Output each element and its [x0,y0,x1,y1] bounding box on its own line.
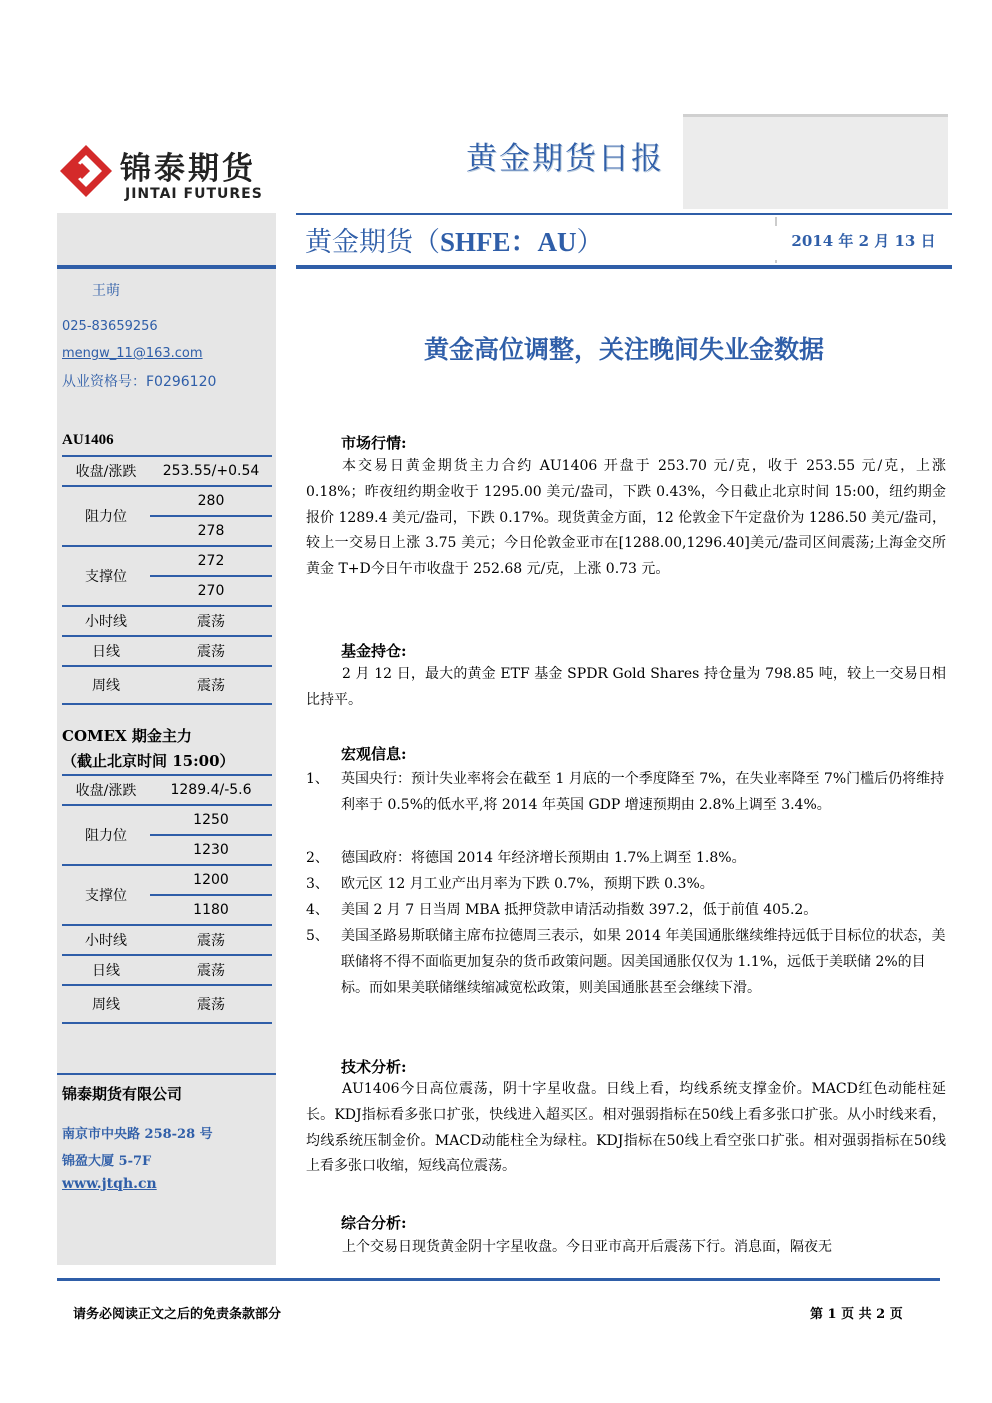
comex-close-value: 1289.4/-5.6 [150,775,272,805]
au-support-2: 270 [150,576,272,606]
au-resistance-label: 阻力位 [62,486,150,546]
au-resistance-2: 278 [150,516,272,546]
au-weekly-value: 震荡 [150,666,272,704]
comex-weekly-label: 周线 [62,985,150,1023]
logo-english: JINTAI FUTURES [125,186,263,202]
company-rule [57,1073,276,1075]
analyst-email-link[interactable]: mengw_11@163.com [62,346,203,361]
analyst-license: 从业资格号：F0296120 [62,374,217,390]
comex-table [62,774,272,1024]
headline: 黄金高位调整，关注晚间失业金数据 [423,335,824,364]
macro-item-4: 4、 美国 2 月 7 日当周 MBA 抵押贷款申请活动指数 397.2，低于前值 405.2。 [306,902,818,918]
comex-table-subtitle: （截止北京时间 15:00） [62,752,235,770]
report-title: 黄金期货日报 [466,141,664,177]
au-close-label: 收盘/涨跌 [62,456,150,486]
company-address-line1: 南京市中央路 258-28 号 [62,1127,213,1142]
company-logo [58,143,114,199]
au-table-title: AU1406 [62,432,114,448]
company-name: 锦泰期货有限公司 [62,1085,183,1103]
title-bar-bottom-rule [296,265,952,269]
au-hourly-label: 小时线 [62,606,150,636]
summary-paragraph: 上个交易日现货黄金阴十字星收盘。今日亚市高开后震荡下行。消息面，隔夜无 [342,1239,832,1255]
au-hourly-value: 震荡 [150,606,272,636]
macro-heading: 宏观信息: [341,745,407,763]
comex-daily-label: 日线 [62,955,150,985]
technical-paragraph: AU1406今日高位震荡，阴十字星收盘。日线上看，均线系统支撑金价。MACD红色动能柱延长。KDJ指标看多张口扩张，快线进入超买区。相对强弱指标在50线上看多张口扩张。从小时线来看，均线系统压制金价。MACD动能柱全为绿柱。KDJ指标在50线上看空张口扩张。相对强弱指标在50线上看多张口收缩，短线高位震荡。 [306,1081,946,1175]
macro-item-3: 3、 欧元区 12 月工业产出月率为下跌 0.7%，预期下跌 0.3%。 [306,876,714,892]
comex-close-label: 收盘/涨跌 [62,775,150,805]
analyst-name: 王萌 [92,283,120,299]
comex-support-label: 支撑位 [62,865,150,925]
au-support-label: 支撑位 [62,546,150,606]
section-title: 黄金期货（SHFE：AU） [305,227,604,258]
comex-hourly-label: 小时线 [62,925,150,955]
au-daily-value: 震荡 [150,636,272,666]
logo-name: 锦泰期货 [120,151,256,187]
comex-resistance-2: 1230 [150,835,272,865]
market-paragraph: 本交易日黄金期货主力合约 AU1406 开盘于 253.70 元/克，收于 253.55 元/克，上涨 0.18%；昨夜纽约期金收于 1295.00 美元/盎司，下跌 0.43%，今日截止北京时间 15:00，纽约期金报价 1289.4 美元/盎司，下跌 0.17%。现货黄金方面，12 伦敦金下午定盘价为 1286.50 美元/盎司，较上一交易日上涨 3.75 美元；今日伦敦金亚市在[1288.00,1296.40]美元/盎司区间震荡;上海金交所黄金 T+D今日午市收盘于 252.68 元/克，上涨 0.73 元。 [306,458,946,578]
title-bar-top-rule [296,213,952,215]
analyst-phone: 025-83659256 [62,319,158,334]
technical-heading: 技术分析: [341,1058,407,1076]
comex-support-1: 1200 [150,865,272,895]
comex-table-title: COMEX 期金主力 [62,727,192,745]
comex-hourly-value: 震荡 [150,925,272,955]
market-heading: 市场行情: [341,434,407,452]
comex-support-2: 1180 [150,895,272,925]
company-website-link[interactable]: www.jtqh.cn [62,1176,157,1192]
comex-daily-value: 震荡 [150,955,272,985]
fund-heading: 基金持仓: [341,642,407,660]
au-table [62,455,272,705]
comex-resistance-1: 1250 [150,805,272,835]
comex-weekly-value: 震荡 [150,985,272,1023]
fund-paragraph: 2 月 12 日，最大的黄金 ETF 基金 SPDR Gold Shares 持仓量为 798.85 吨，较上一交易日相比持平。 [306,666,946,708]
macro-item-2: 2、 德国政府：将德国 2014 年经济增长预期由 1.7%上调至 1.8%。 [306,850,746,866]
macro-item-5: 5、 美国圣路易斯联储主席布拉德周三表示，如果 2014 年美国通胀继续维持远低于目标位的状态，美联储将不得不面临更加复杂的货币政策问题。因美国通胀仅仅为 1.1%，远低于美联储 2%的目标。而如果美联储继续缩减宽松政策，则美国通胀甚至会继续下滑。 [306,928,946,996]
au-daily-label: 日线 [62,636,150,666]
macro-item-1: 1、 英国央行：预计失业率将会在截至 1 月底的一个季度降至 7%，在失业率降至 7%门槛后仍将维持利率于 0.5%的低水平,将 2014 年英国 GDP 增速预期由 2.8%上调至 3.4%。 [306,771,945,813]
au-support-1: 272 [150,546,272,576]
summary-heading: 综合分析: [341,1214,407,1232]
company-address-line2: 锦盈大厦 5-7F [62,1154,152,1169]
comex-resistance-label: 阻力位 [62,805,150,865]
footer-page-number: 第 1 页 共 2 页 [810,1307,903,1322]
sidebar-top-rule [57,265,276,269]
footer-rule [57,1278,940,1281]
report-date: 2014 年 2 月 13 日 [775,226,952,260]
footer-disclaimer: 请务必阅读正文之后的免责条款部分 [73,1307,282,1322]
header-box [683,114,948,209]
au-resistance-1: 280 [150,486,272,516]
au-weekly-label: 周线 [62,666,150,704]
au-close-value: 253.55/+0.54 [150,456,272,486]
